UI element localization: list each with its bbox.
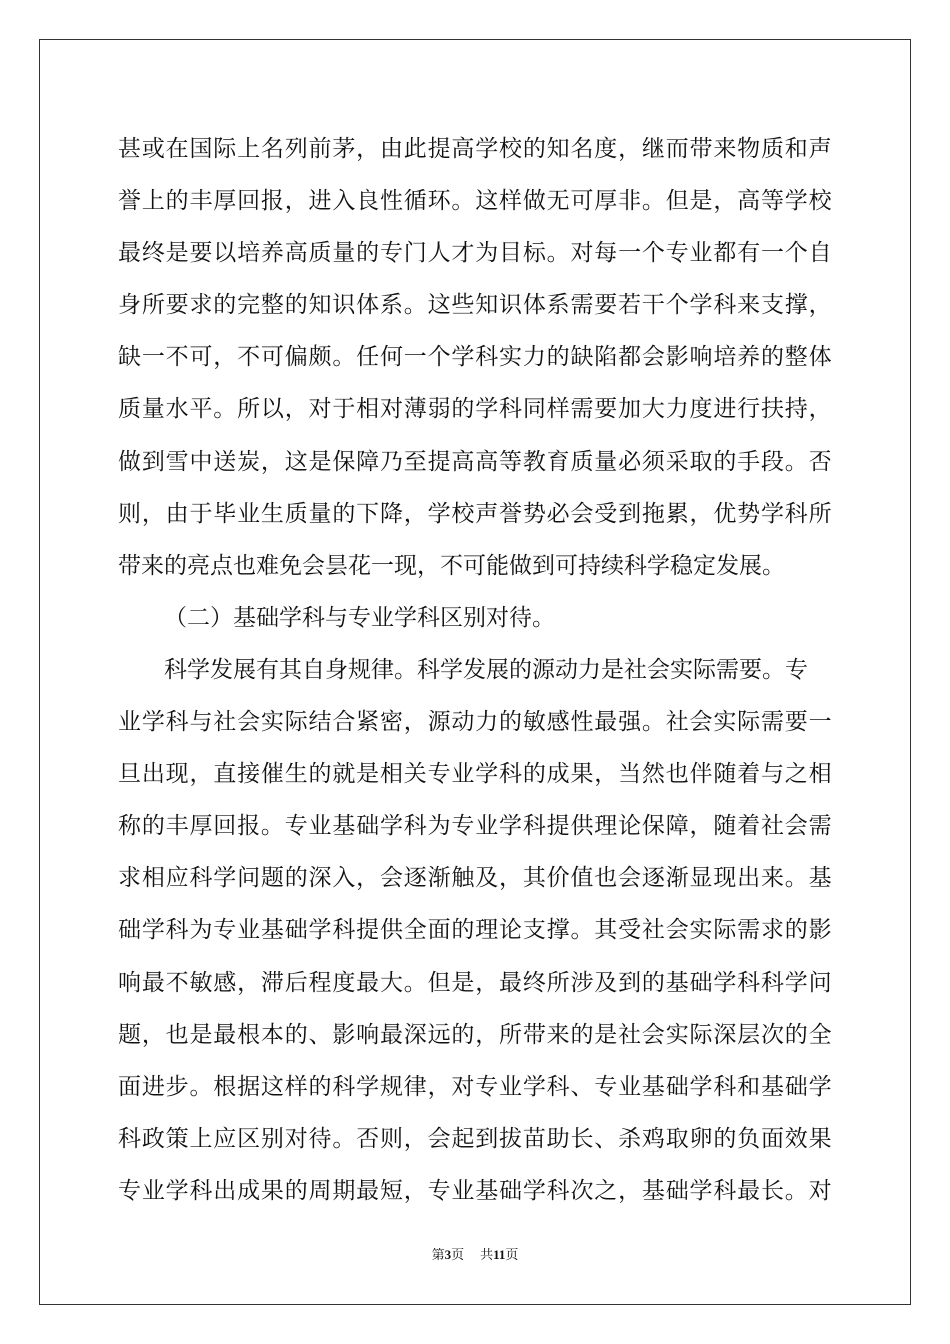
document-body bbox=[118, 123, 832, 1217]
page-footer bbox=[0, 1246, 950, 1265]
total-pages: 11 bbox=[493, 1247, 506, 1262]
text-line: 甚 或 在 国 际 上 名 列 前 茅 ， 由 此 提 高 学 校 的 知 名 度 ， 继 而 带 来 物 质 和 声 bbox=[118, 136, 832, 162]
text-line: 带来的亮点也难免会昙花一现，不可能做到可持续科学稳定发展。 bbox=[118, 552, 785, 579]
text-line: 响 最 不 敏 感 ， 滞 后 程 度 最 大 。 但 是 ， 最 终 所 涉 及 到 的 基 础 学 科 科 学 问 bbox=[118, 969, 832, 996]
text-line: 专 业 学 科 出 成 果 的 周 期 最 短 ， 专 业 基 础 学 科 次 之 ， 基 础 学 科 最 长 。 对 bbox=[118, 1177, 832, 1204]
section-heading: （二）基础学科与专业学科区别对待。 bbox=[164, 604, 555, 631]
text-line: 做 到 雪 中 送 炭 ， 这 是 保 障 乃 至 提 高 高 等 教 育 质 量 必 须 采 取 的 手 段 。 否 bbox=[118, 448, 832, 475]
page-number: 3 bbox=[444, 1247, 452, 1262]
text-line: 求 相 应 科 学 问 题 的 深 入 ， 会 逐 渐 触 及 ， 其 价 值 也 会 逐 渐 显 现 出 来 。 基 bbox=[118, 865, 832, 892]
total-suffix: 页 bbox=[505, 1248, 519, 1263]
text-line: 础 学 科 为 专 业 基 础 学 科 提 供 全 面 的 理 论 支 撑 。 其 受 社 会 实 际 需 求 的 影 bbox=[118, 917, 832, 944]
page-prefix: 第 bbox=[431, 1248, 445, 1263]
text-line: 则 ， 由 于 毕 业 生 质 量 的 下 降 ， 学 校 声 誉 势 必 会 受 到 拖 累 ， 优 势 学 科 所 bbox=[118, 500, 832, 527]
text-line: 誉 上 的 丰 厚 回 报 ， 进 入 良 性 循 环 。 这 样 做 无 可 厚 非 。 但 是 ， 高 等 学 校 bbox=[118, 188, 832, 215]
text-line: 面 进 步 。 根 据 这 样 的 科 学 规 律 ， 对 专 业 学 科 、 专 业 基 础 学 科 和 基 础 学 bbox=[118, 1073, 832, 1100]
text-line: 身 所 要 求 的 完 整 的 知 识 体 系 。 这 些 知 识 体 系 需 要 若 干 个 学 科 来 支 撑 ， bbox=[118, 292, 832, 319]
text-line: 题 ， 也 是 最 根 本 的 、 影 响 最 深 远 的 ， 所 带 来 的 是 社 会 实 际 深 层 次 的 全 bbox=[118, 1021, 832, 1048]
page-suffix: 页 bbox=[451, 1248, 465, 1263]
text-line: 旦 出 现 ， 直 接 催 生 的 就 是 相 关 专 业 学 科 的 成 果 ， 当 然 也 伴 随 着 与 之 相 bbox=[118, 761, 832, 788]
text-line: 质 量 水 平 。 所 以 ， 对 于 相 对 薄 弱 的 学 科 同 样 需 要 加 大 力 度 进 行 扶 持 ， bbox=[118, 396, 832, 423]
total-prefix: 共 bbox=[480, 1248, 494, 1263]
text-line: 最 终 是 要 以 培 养 高 质 量 的 专 门 人 才 为 目 标 。 对 每 一 个 专 业 都 有 一 个 自 bbox=[118, 240, 832, 267]
text-line: 缺 一 不 可 ， 不 可 偏 颇 。 任 何 一 个 学 科 实 力 的 缺 陷 都 会 影 响 培 养 的 整 体 bbox=[118, 344, 832, 371]
text-line: 科学发展有其自身规律。科学发展的源动力是社会实际需要。专 bbox=[164, 656, 808, 683]
text-line: 业 学 科 与 社 会 实 际 结 合 紧 密 ， 源 动 力 的 敏 感 性 最 强 。 社 会 实 际 需 要 一 bbox=[118, 709, 832, 736]
text-line: 称 的 丰 厚 回 报 。 专 业 基 础 学 科 为 专 业 学 科 提 供 理 论 保 障 ， 随 着 社 会 需 bbox=[118, 813, 832, 840]
text-line: 科 政 策 上 应 区 别 对 待 。 否 则 ， 会 起 到 拔 苗 助 长 、 杀 鸡 取 卵 的 负 面 效 果 bbox=[118, 1125, 832, 1152]
